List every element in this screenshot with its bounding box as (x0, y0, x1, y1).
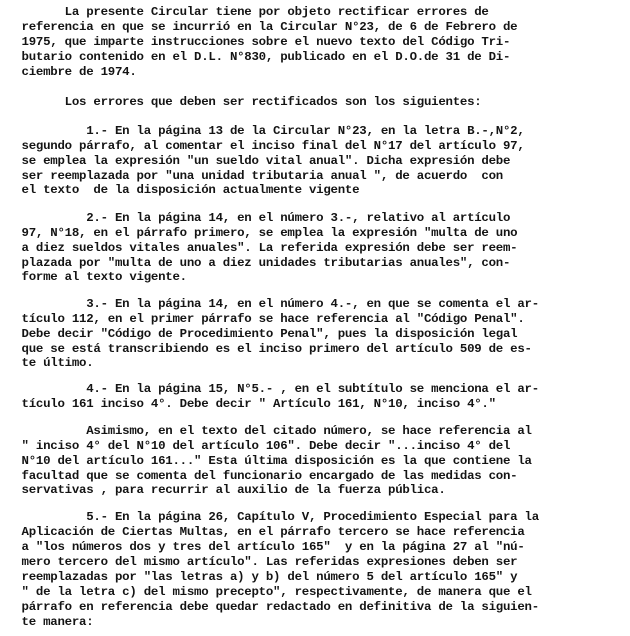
text-line: ser reemplazada por "una unidad tributaria anual ", de acuerdo con (0, 169, 503, 183)
text-line: te manera: (0, 615, 94, 629)
text-line: a diez sueldos vitales anuales". La referida expresión debe ser reem- (0, 241, 518, 255)
text-line: plazada por "multa de uno a diez unidades tributarias anuales", con- (0, 256, 511, 270)
text-line: 1.- En la página 13 de la Circular N°23, en la letra B.-,N°2, (0, 124, 525, 138)
text-line: 97, N°18, en el párrafo primero, se emplea la expresión "multa de uno (0, 226, 518, 240)
text-line: 5.- En la página 26, Capítulo V, Procedimiento Especial para la (0, 510, 539, 524)
text-line: " de la letra c) del mismo precepto", respectivamente, de manera que el (0, 585, 532, 599)
text-line: segundo párrafo, al comentar el inciso final del N°17 del artículo 97, (0, 139, 525, 153)
text-line: butario contenido en el D.L. N°830, publicado en el D.O.de 31 de Di- (0, 50, 511, 64)
text-line: 3.- En la página 14, en el número 4.-, en que se comenta el ar- (0, 297, 539, 311)
text-line: forme al texto vigente. (0, 270, 187, 284)
text-line: Asimismo, en el texto del citado número, se hace referencia al (0, 424, 532, 438)
text-line: mero tercero del mismo artículo". Las referidas expresiones deben ser (0, 555, 518, 569)
text-line: ciembre de 1974. (0, 65, 137, 79)
text-line: Aplicación de Ciertas Multas, en el párrafo tercero se hace referencia (0, 525, 525, 539)
text-line: " inciso 4° del N°10 del artículo 106". Debe decir "...inciso 4° del (0, 439, 511, 453)
text-line: tículo 161 inciso 4°. Debe decir " Artículo 161, N°10, inciso 4°." (0, 397, 496, 411)
text-line: reemplazadas por "las letras a) y b) del número 5 del artículo 165" y (0, 570, 518, 584)
text-line: el texto de la disposición actualmente vigente (0, 183, 360, 197)
text-line: tículo 112, en el primer párrafo se hace referencia al "Código Penal". (0, 312, 525, 326)
text-line: servativas , para recurrir al auxilio de la fuerza pública. (0, 483, 446, 497)
text-line: se emplea la expresión "un sueldo vital anual". Dicha expresión debe (0, 154, 511, 168)
text-line: Debe decir "Código de Procedimiento Penal", pues la disposición legal (0, 327, 518, 341)
text-line: te último. (0, 356, 94, 370)
text-line: Los errores que deben ser rectificados son los siguientes: (0, 95, 482, 109)
text-line: 4.- En la página 15, N°5.- , en el subtítulo se menciona el ar- (0, 382, 539, 396)
text-line: párrafo en referencia debe quedar redactado en definitiva de la siguien- (0, 600, 539, 614)
text-line: 2.- En la página 14, en el número 3.-, relativo al artículo (0, 211, 511, 225)
text-line: N°10 del artículo 161..." Esta última disposición es la que contiene la (0, 454, 532, 468)
text-line: referencia en que se incurrió en la Circular N°23, de 6 de Febrero de (0, 20, 518, 34)
text-line: 1975, que imparte instrucciones sobre el nuevo texto del Código Tri- (0, 35, 511, 49)
text-line: La presente Circular tiene por objeto rectificar errores de (0, 5, 489, 19)
text-line: facultad que se comenta del funcionario encargado de las medidas con- (0, 469, 518, 483)
text-line: que se está transcribiendo es el inciso primero del artículo 509 de es- (0, 342, 532, 356)
text-line: a "los números dos y tres del artículo 165" y en la página 27 al "nú- (0, 540, 525, 554)
